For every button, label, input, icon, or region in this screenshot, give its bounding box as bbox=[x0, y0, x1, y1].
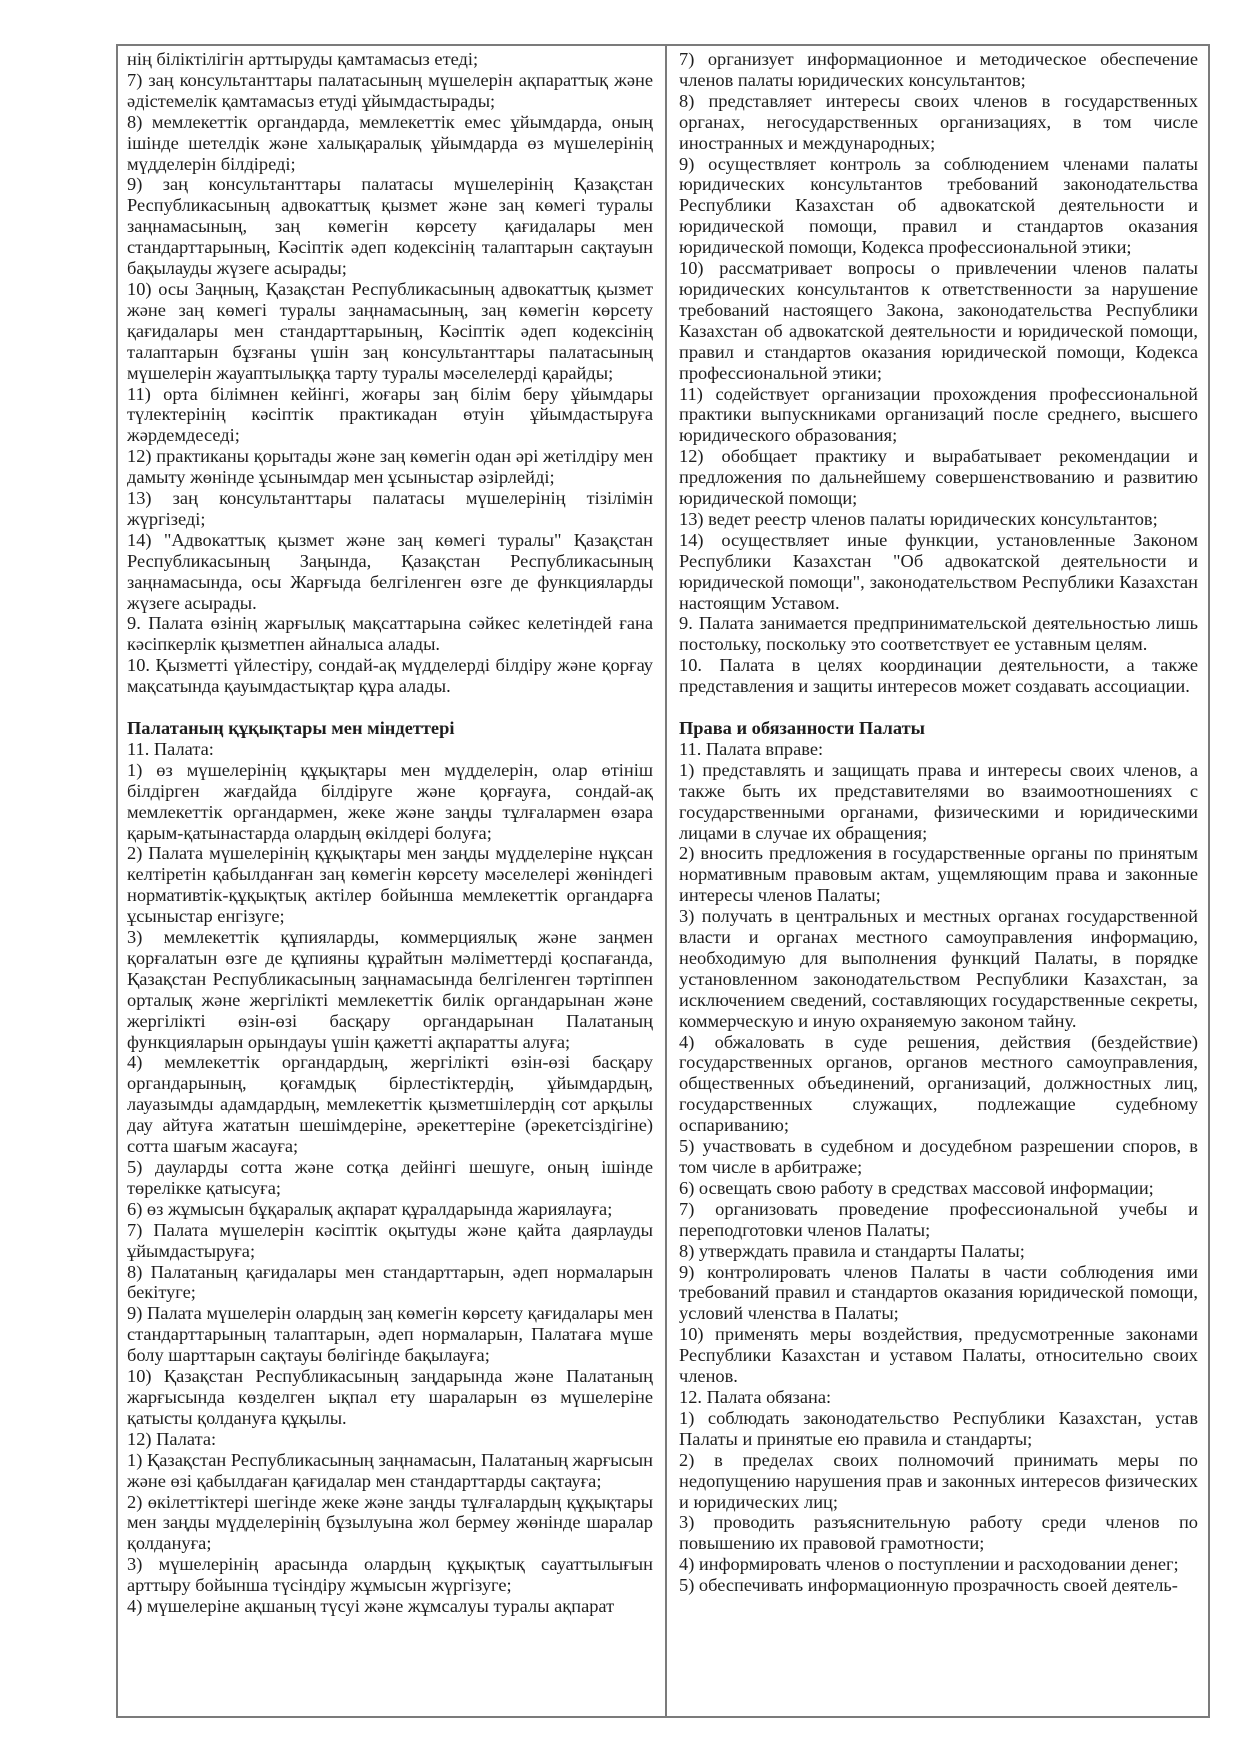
paragraph: 10) рассматривает вопросы о привлечении членов палаты юридических консультантов к ответственности за нарушение требований настоящего Закона, законодательства Республики Казахстан об адвокатской деятельности и юридической помощи, правил и стандартов оказания юридической помощи, Кодекса профессиональной этики; bbox=[679, 258, 1198, 383]
paragraph: 5) обеспечивать информационную прозрачность своей деятель- bbox=[679, 1575, 1178, 1596]
paragraph: 4) мүшелеріне ақшаның түсуі және жұмсалуы туралы ақпарат bbox=[127, 1596, 615, 1617]
paragraph: 12. Палата обязана: bbox=[679, 1386, 832, 1407]
paragraph: 5) дауларды сотта және сотқа дейінгі шешуге, оның ішінде төрелікке қатысуға; bbox=[127, 1157, 653, 1198]
paragraph: нің біліктілігін арттыруды қамтамасыз етеді; bbox=[127, 49, 479, 69]
paragraph: 14) осуществляет иные функции, установленные Законом Республики Казахстан "Об адвокатской деятельности и юридической помощи", законодательством Республики Казахстан настоящим Уставом. bbox=[679, 529, 1198, 613]
paragraph: 6) өз жұмысын бұқаралық ақпарат құралдарында жариялауға; bbox=[127, 1198, 613, 1219]
paragraph: 2) Палата мүшелерінің құқықтары мен заңды мүдделеріне нұқсан келтіретін қабылданған заң көмегін көрсету мәселелері жөніндегі нормативтік-құқықтық актілер бойынша мемлекеттік органдарға ұсыныстар енгізуге; bbox=[127, 843, 653, 927]
section-heading: Палатаның құқықтары мен міндеттері bbox=[127, 717, 455, 738]
paragraph: 13) ведет реестр членов палаты юридических консультантов; bbox=[679, 508, 1158, 529]
column-kazakh-text bbox=[118, 46, 667, 1716]
paragraph: 9. Палата занимается предпринимательской деятельностью лишь постольку, поскольку это соответствует ее уставным целям. bbox=[679, 613, 1198, 655]
paragraph: 3) мемлекеттік құпияларды, коммерциялық және заңмен қорғалатын өзге де құпияны құрайтын мәліметтерді қоспағанда, Қазақстан Республикасының заңнамасында белгіленген тәртіппен орталық және жергілікті мемлекеттік билік органдарынан және жергілікті өзін-өзі басқару органдарынан Палатаның функцияларын орындауы үшін қажетті ақпаратты алуға; bbox=[127, 927, 653, 1052]
paragraph: 5) участвовать в судебном и досудебном разрешении споров, в том числе в арбитраже; bbox=[679, 1136, 1198, 1178]
paragraph: 9. Палата өзінің жарғылық мақсаттарына сәйкес келетіндей ғана кәсіпкерлік қызметпен айналыса алады. bbox=[127, 613, 653, 655]
paragraph: 1) өз мүшелерінің құқықтары мен мүдделерін, олар өтініш білдірген жағдайда білдіруге және қорғауға, сондай-ақ мемлекеттік органдармен, жеке және заңды тұлғалармен өзара қарым-қатынастарда олардың өкілдері болуға; bbox=[127, 759, 653, 843]
paragraph: 13) заң консультанттары палатасы мүшелерінің тізілімін жүргізеді; bbox=[127, 488, 653, 529]
section-heading: Права и обязанности Палаты bbox=[679, 717, 925, 738]
paragraph: 7) заң консультанттары палатасының мүшелерін ақпараттық және әдістемелік қамтамасыз етуді ұйымдастырады; bbox=[127, 69, 653, 111]
paragraph: 10) применять меры воздействия, предусмотренные законами Республики Казахстан и уставом Палаты, относительно своих членов. bbox=[679, 1324, 1198, 1387]
paragraph: 7) организовать проведение профессиональной учебы и переподготовки членов Палаты; bbox=[679, 1198, 1198, 1240]
paragraph: 9) контролировать членов Палаты в части соблюдения ими требований правил и стандартов оказания юридической помощи, условий членства в Палаты; bbox=[679, 1261, 1198, 1324]
paragraph: 2) өкілеттіктері шегінде жеке және заңды тұлғалардың құқықтары мен заңды мүдделерінің бұзылуына жол бермеу жөнінде шаралар қолдануға; bbox=[127, 1491, 653, 1554]
paragraph: 1) соблюдать законодательство Республики Казахстан, устав Палаты и принятые ею правила и стандарты; bbox=[679, 1407, 1198, 1449]
paragraph: 10. Қызметті үйлестіру, сондай-ақ мүдделерді білдіру және қорғау мақсатында қауымдастықтар құра алады. bbox=[127, 655, 653, 697]
paragraph: 4) мемлекеттік органдардың, жергілікті өзін-өзі басқару органдарының, қоғамдық бірлестіктердің, ұйымдардың, лауазымды адамдардың, мемлекеттік қызметшілердің сот арқылы дау айтуға жататын шешімдеріне, әрекеттеріне (әрекетсіздігіне) сотта шағым жасауға; bbox=[127, 1052, 653, 1157]
paragraph: 11) содействует организации прохождения профессиональной практики выпускниками организаций после среднего, высшего юридического образования; bbox=[679, 383, 1198, 446]
paragraph: 2) в пределах своих полномочий принимать меры по недопущению нарушения прав и законных интересов физических и юридических лиц; bbox=[679, 1449, 1198, 1512]
paragraph: 8) утверждать правила и стандарты Палаты; bbox=[679, 1240, 1025, 1261]
column-russian-text bbox=[667, 46, 1208, 1716]
paragraph: 3) мүшелерінің арасында олардың құқықтық сауаттылығын арттыру бойынша түсіндіру жұмысын жүргізуге; bbox=[127, 1554, 653, 1596]
paragraph: 12) Палата: bbox=[127, 1428, 217, 1449]
paragraph: 8) Палатаның қағидалары мен стандарттарын, әдеп нормаларын бекітуге; bbox=[127, 1261, 653, 1303]
paragraph: 9) Палата мүшелерін олардың заң көмегін көрсету қағидалары мен стандарттарының талаптарын, әдеп нормаларын, Палатаға мүше болу шарттарын сақтауы бөлігінде бақылауға; bbox=[127, 1303, 653, 1366]
paragraph: 11. Палата: bbox=[127, 738, 214, 759]
paragraph: 4) информировать членов о поступлении и расходовании денег; bbox=[679, 1554, 1179, 1575]
paragraph: 8) представляет интересы своих членов в государственных органах, негосударственных организациях, в том числе иностранных и международных; bbox=[679, 90, 1198, 153]
paragraph: 6) освещать свою работу в средствах массовой информации; bbox=[679, 1177, 1154, 1198]
document-table bbox=[116, 44, 1210, 1718]
paragraph: 7) организует информационное и методическое обеспечение членов палаты юридических консультантов; bbox=[679, 49, 1198, 90]
paragraph: 12) практиканы қорытады және заң көмегін одан әрі жетілдіру мен дамыту жөнінде ұсынымдар мен ұсыныстар әзірлейді; bbox=[127, 446, 653, 488]
paragraph: 1) Қазақстан Республикасының заңнамасын, Палатаның жарғысын және өзі қабылдаған қағидалар мен стандарттарды сақтауға; bbox=[127, 1449, 653, 1491]
paragraph: 9) заң консультанттары палатасы мүшелерінің Қазақстан Республикасының адвокаттық қызмет және заң көмегі туралы заңнамасының, заң көмегін көрсету қағидалары мен стандарттарының, Кәсіптік әдеп кодексінің талаптарын сақтауын бақылауды жүзеге асырады; bbox=[127, 174, 653, 279]
paragraph: 2) вносить предложения в государственные органы по принятым нормативным правовым актам, ущемляющим права и законные интересы членов Палаты; bbox=[679, 843, 1198, 906]
paragraph: 10. Палата в целях координации деятельности, а также представления и защиты интересов может создавать ассоциации. bbox=[679, 655, 1198, 697]
paragraph: 4) обжаловать в суде решения, действия (бездействие) государственных органов, органов местного самоуправления, общественных объединений, организаций, должностных лиц, государственных служащих, подлежащие судебному оспариванию; bbox=[679, 1031, 1198, 1136]
paragraph: 11. Палата вправе: bbox=[679, 738, 824, 759]
paragraph: 14) "Адвокаттық қызмет және заң көмегі туралы" Қазақстан Республикасының Заңында, Қазақстан Республикасының заңнамасында, осы Жарғыда белгіленген өзге де функцияларды жүзеге асырады. bbox=[127, 529, 653, 613]
paragraph: 3) получать в центральных и местных органах государственной власти и органах местного самоуправления информацию, необходимую для выполнения функций Палаты, в порядке установленном законодательством Республики Казахстан, за исключением сведений, составляющих государственные секреты, коммерческую и иную охраняемую законом тайну. bbox=[679, 906, 1198, 1031]
paragraph: 7) Палата мүшелерін кәсіптік оқытуды және қайта даярлауды ұйымдастыруға; bbox=[127, 1219, 653, 1261]
paragraph: 1) представлять и защищать права и интересы своих членов, а также быть их представителями во взаимоотношениях с государственными органами, физическими и юридическими лицами в случае их обращения; bbox=[679, 759, 1198, 843]
paragraph: 9) осуществляет контроль за соблюдением членами палаты юридических консультантов требований законодательства Республики Казахстан об адвокатской деятельности и юридической помощи, правил и стандартов оказания юридической помощи, Кодекса профессиональной этики; bbox=[679, 153, 1198, 258]
paragraph: 8) мемлекеттік органдарда, мемлекеттік емес ұйымдарда, оның ішінде шетелдік және халықаралық ұйымдарда өз мүшелерінің мүдделерін білдіреді; bbox=[127, 111, 653, 174]
paragraph: 3) проводить разъяснительную работу среди членов по повышению их правовой грамотности; bbox=[679, 1512, 1198, 1554]
paragraph: 10) осы Заңның, Қазақстан Республикасының адвокаттық қызмет және заң көмегі туралы заңнамасының, заң көмегін көрсету қағидалары мен стандарттарының, Кәсіптік әдеп кодексінің талаптарын бұзғаны үшін заң консультанттары палатасының мүшелерін жауаптылыққа тарту туралы мәселелерді қарайды; bbox=[127, 278, 653, 383]
paragraph: 12) обобщает практику и вырабатывает рекомендации и предложения по дальнейшему совершенствованию и развитию юридической помощи; bbox=[679, 446, 1198, 509]
paragraph: 11) орта білімнен кейінгі, жоғары заң білім беру ұйымдары түлектерінің кәсіптік практикадан өтуін ұйымдастыруға жәрдемдеседі; bbox=[127, 383, 653, 446]
paragraph: 10) Қазақстан Республикасының заңдарында және Палатаның жарғысында көзделген ықпал ету шараларын өз мүшелеріне қатысты қолдануға құқылы. bbox=[127, 1366, 653, 1428]
